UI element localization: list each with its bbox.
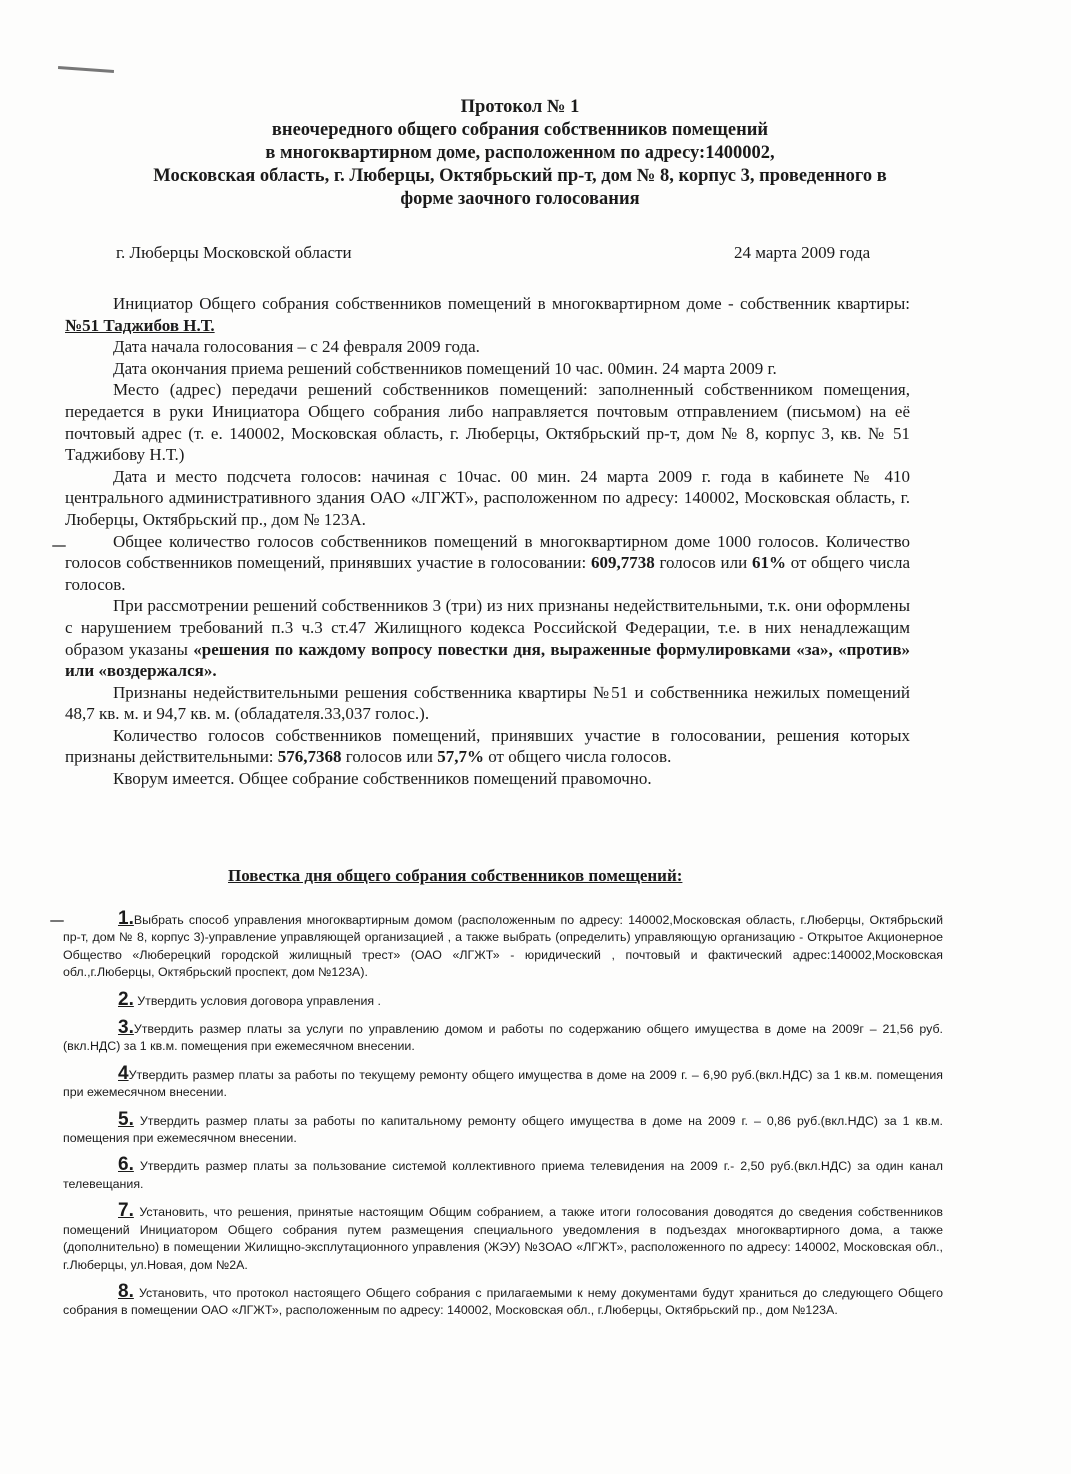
agenda-item-text: Утвердить размер платы за услуги по управлению домом и работы по содержанию общего имущества в доме на 2009г – 21,56 руб.(вкл.НДС) за 1 кв.м. помещения при ежемесячном внесении.: [63, 1022, 943, 1054]
agenda-item: [63, 1280, 943, 1320]
agenda-item: [63, 988, 943, 1010]
paragraph: [65, 531, 910, 596]
agenda-item: [63, 1019, 943, 1056]
protocol-body: [65, 293, 910, 790]
agenda-item-text: Установить, что протокол настоящего Общего собрания с прилагаемыми к нему документами будут храниться до следующего Общего собрания в помещении ОАО «ЛГЖТ», расположенным по адресу: 140002, Московская обл., г.Люберцы, Октябрьский пр., дом №123А.: [63, 1285, 943, 1318]
pen-mark: [58, 66, 114, 73]
agenda-item-number: 2.: [118, 988, 134, 1010]
title-line: Московская область, г. Люберцы, Октябрьский пр-т, дом № 8, корпус 3, проведенного в: [153, 166, 887, 186]
paragraph: Дата начала голосования – с 24 февраля 2009 года.: [113, 337, 480, 357]
paragraph-text: Общее количество голосов собственников помещений в многоквартирном доме 1000 голосов. Количество голосов собственников помещений, принявших участие в голосовании:: [65, 531, 910, 573]
agenda-item-text: Утвердить размер платы за работы по капитальному ремонту общего имущества в доме на 2009 г. – 0,86 руб.(вкл.НДС) за 1 кв.м. помещения при ежемесячном внесении.: [63, 1113, 943, 1146]
agenda-item-text: Утвердить размер платы за пользование системой коллективного приема телевидения на 2009 г.- 2,50 руб.(вкл.НДС) за один канал телевещания.: [63, 1159, 943, 1191]
agenda-item: [63, 1156, 943, 1193]
paragraph-text: Количество голосов собственников помещений, принявших участие в голосовании, решения которых признаны действительными:: [65, 725, 910, 767]
agenda-item-text: Утвердить условия договора управления .: [133, 993, 381, 1008]
paragraph-text: При рассмотрении решений собственников 3 (три) из них признаны недействительными, т.к. они оформлены с нарушением требований п.3 ч.3 ст.47 Жилищного кодекса Российской Федерации, т.е. в них ненадлежащим образом указаны: [65, 596, 910, 659]
agenda-item-text: Утвердить размер платы за работы по текущему ремонту общего имущества в доме на 2009 г. – 6,90 руб.(вкл.НДС) за 1 кв.м. помещения при ежемесячном внесении.: [63, 1067, 943, 1100]
bold-quote: «решения по каждому вопросу повестки дня, выраженные формулировками «за», «против» или «воздержался».: [65, 639, 910, 681]
agenda-title: Повестка дня общего собрания собственников помещений:: [228, 866, 683, 885]
paragraph-text: голосов или: [654, 553, 752, 573]
date-text: 24 марта 2009 года: [734, 243, 871, 262]
agenda-item-text: Выбрать способ управления многоквартирным домом (расположенным по адресу: 140002,Московская область, г.Люберцы, Октябрьский пр-т, дом № 8, корпус 3)-управление управляющей организацией , а также выбрать (определить) управляющую организацию - Открытое Акционерное Общество «Люберецкий городской жилищный трест» (ОАО «ЛГЖТ» - юридический , почтовый и фактический адрес:140002,Московская обл.,г.Люберцы, Октябрьский проспект, дом №123А).: [63, 913, 943, 980]
agenda-item-text: Установить, что решения, принятые настоящим Общим собранием, а также итоги голосования доводятся до сведения собственников помещений Инициатором Общего собрания путем размещения специального уведомления в подъездах многоквартирного дома, а также (дополнительно) в помещении Жилищно-эксплутационного управления (ЖЭУ) №3ОАО «ЛГЖТ», расположенного по адресу: 140002, Московская обл., г.Люберцы, ул.Новая, дом №2А.: [63, 1205, 943, 1272]
paragraph: [65, 725, 910, 768]
agenda-item: [63, 910, 943, 982]
valid-votes-percent: 57,7%: [437, 747, 485, 767]
agenda-item-number: 6.: [118, 1154, 134, 1176]
agenda-item-number: 8.: [118, 1280, 134, 1302]
paragraph: Признаны недействительными решения собственника квартиры №51 и собственника нежилых помещений 48,7 кв. м. и 94,7 кв. м. (обладателя.33,037 голос.).: [65, 682, 910, 724]
agenda-item: [63, 1202, 943, 1274]
agenda-item: [63, 1108, 943, 1148]
paragraph-text: голосов или: [341, 747, 438, 767]
margin-mark: [50, 920, 64, 922]
margin-mark: [52, 545, 66, 547]
paragraph: Место (адрес) передачи решений собственников помещений: заполненный собственником помещения, передается в руки Инициатора Общего собрания либо направляется почтовым отправлением (письмом) на её почтовый адрес (т. е. 140002, Московская область, г. Люберцы, Октябрьский пр-т, дом № 8, корпус 3, кв. № 51 Таджибову Н.Т.): [65, 380, 910, 465]
paragraph: [65, 293, 910, 336]
votes-percent: 61%: [751, 553, 786, 573]
paragraph: Кворум имеется. Общее собрание собственников помещений правомочно.: [113, 769, 652, 789]
title-line: внеочередного общего собрания собственников помещений: [271, 120, 769, 140]
votes-value: 609,7738: [590, 553, 655, 573]
title-line: Протокол № 1: [460, 97, 580, 117]
agenda-item-number: 4: [118, 1062, 129, 1084]
paragraph: [65, 595, 910, 681]
paragraph-text: от общего числа голосов.: [484, 747, 672, 767]
title-line: форме заочного голосования: [400, 189, 640, 209]
paragraph-text: от общего числа голосов.: [65, 553, 910, 594]
paragraph: Дата окончания приема решений собственников помещений 10 час. 00мин. 24 марта 2009 г.: [113, 358, 777, 378]
initiator-name: №51 Таджибов Н.Т.: [65, 315, 215, 335]
paragraph-text: Инициатор Общего собрания собственников помещений в многоквартирном доме - собственник квартиры:: [113, 294, 910, 313]
agenda-list: [63, 910, 943, 1329]
agenda-item-number: 7.: [118, 1200, 134, 1222]
place-text: г. Люберцы Московской области: [116, 243, 352, 262]
agenda-item-number: 5.: [118, 1108, 134, 1130]
title-line: в многоквартирном доме, расположенном по адресу:1400002,: [265, 143, 775, 163]
agenda-item-number: 1.: [118, 908, 134, 929]
document-title: [60, 96, 980, 211]
agenda-item-number: 3.: [118, 1017, 134, 1039]
paragraph: Дата и место подсчета голосов: начиная с 10час. 00 мин. 24 марта 2009 г. года в кабинете № 410 центрального административного здания ОАО «ЛГЖТ», расположенном по адресу: 140002, Московская область, г. Люберцы, Октябрьский пр., дом № 123А.: [65, 466, 910, 529]
agenda-item: [63, 1062, 943, 1102]
valid-votes-value: 576,7368: [277, 747, 342, 767]
